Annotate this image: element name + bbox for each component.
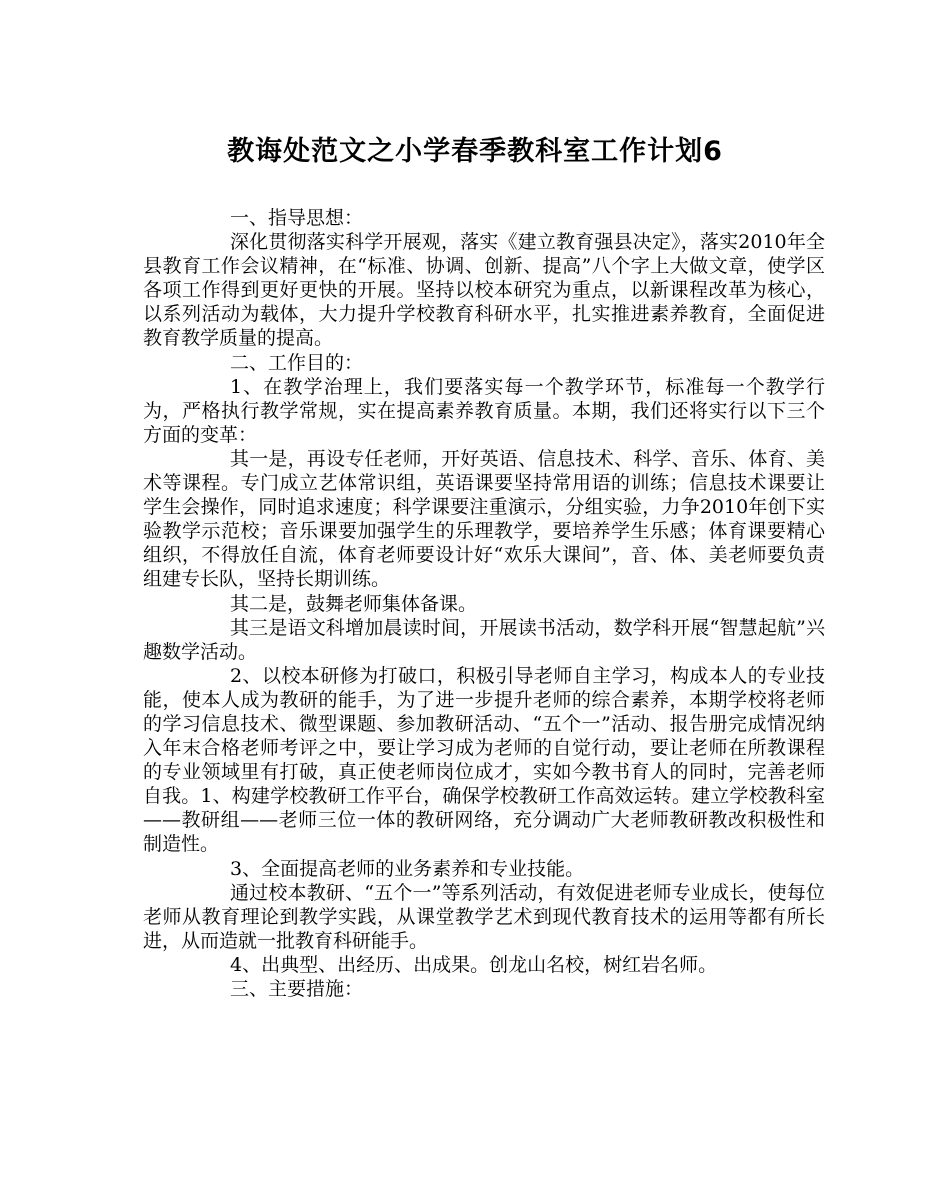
paragraph-guiding-ideology: 深化贯彻落实科学开展观，落实《建立教育强县决定》，落实2010年全县教育工作会议精神，在“标准、协调、创新、提高”八个字上大做文章，使学区各项工作得到更好更快的开展。坚持以校本研究为重点，以新课程改革为核心，以系列活动为载体，大力提升学校教育科研水平，扎实推进素养教育，全面促进教育教学质量的提高。 <box>143 231 825 350</box>
paragraph-reform-2: 其二是，鼓舞老师集体备课。 <box>230 592 478 615</box>
heading-main-measures: 三、主要措施： <box>230 978 364 1000</box>
paragraph-goal-3: 3、全面提高老师的业务素养和专业技能。 <box>230 857 585 880</box>
paragraph-goal-3-detail: 通过校本教研、“五个一”等系列活动，有效促进老师专业成长，使每位老师从教育理论到教学实践，从课堂教学艺术到现代教育技术的运用等都有所长进，从而造就一批教育科研能手。 <box>143 881 825 952</box>
paragraph-goal-2: 2、以校本研修为打破口，积极引导老师自主学习，构成本人的专业技能，使本人成为教研的能手，为了进一步提升老师的综合素养，本期学校将老师的学习信息技术、微型课题、参加教研活动、“五个一”活动、报告册完成情况纳入年末合格老师考评之中，要让学习成为老师的自觉行动，要让老师在所教课程的专业领域里有打破，真正使老师岗位成才，实如今教书育人的同时，完善老师自我。1、构建学校教研工作平台，确保学校教研工作高效运转。建立学校教科室——教研组——老师三位一体的教研网络，充分调动广大老师教研教改积极性和制造性。 <box>143 664 825 856</box>
heading-work-goals: 二、工作目的： <box>230 351 364 374</box>
document-body <box>143 206 825 1001</box>
heading-guiding-ideology: 一、指导思想： <box>230 207 364 229</box>
paragraph-goal-4: 4、出典型、出经历、出成果。创龙山名校，树红岩名师。 <box>230 953 718 976</box>
paragraph-reform-1: 其一是，再设专任老师，开好英语、信息技术、科学、音乐、体育、美术等课程。专门成立艺体常识组，英语课要坚持常用语的训练；信息技术课要让学生会操作，同时追求速度；科学课要注重演示，分组实验，力争2010年创下实验教学示范校；音乐课要加强学生的乐理教学，要培养学生乐感；体育课要精心组织，不得放任自流，体育老师要设计好“欢乐大课间”，音、体、美老师要负责组建专长队，坚持长期训练。 <box>143 447 825 591</box>
paragraph-reform-3: 其三是语文科增加晨读时间，开展读书活动，数学科开展“智慧起航”兴趣数学活动。 <box>143 616 825 663</box>
paragraph-goal-1: 1、在教学治理上，我们要落实每一个教学环节，标准每一个教学行为，严格执行教学常规，实在提高素养教育质量。本期，我们还将实行以下三个方面的变革： <box>143 375 825 446</box>
document-title: 教诲处范文之小学春季教科室工作计划6 <box>227 136 723 167</box>
